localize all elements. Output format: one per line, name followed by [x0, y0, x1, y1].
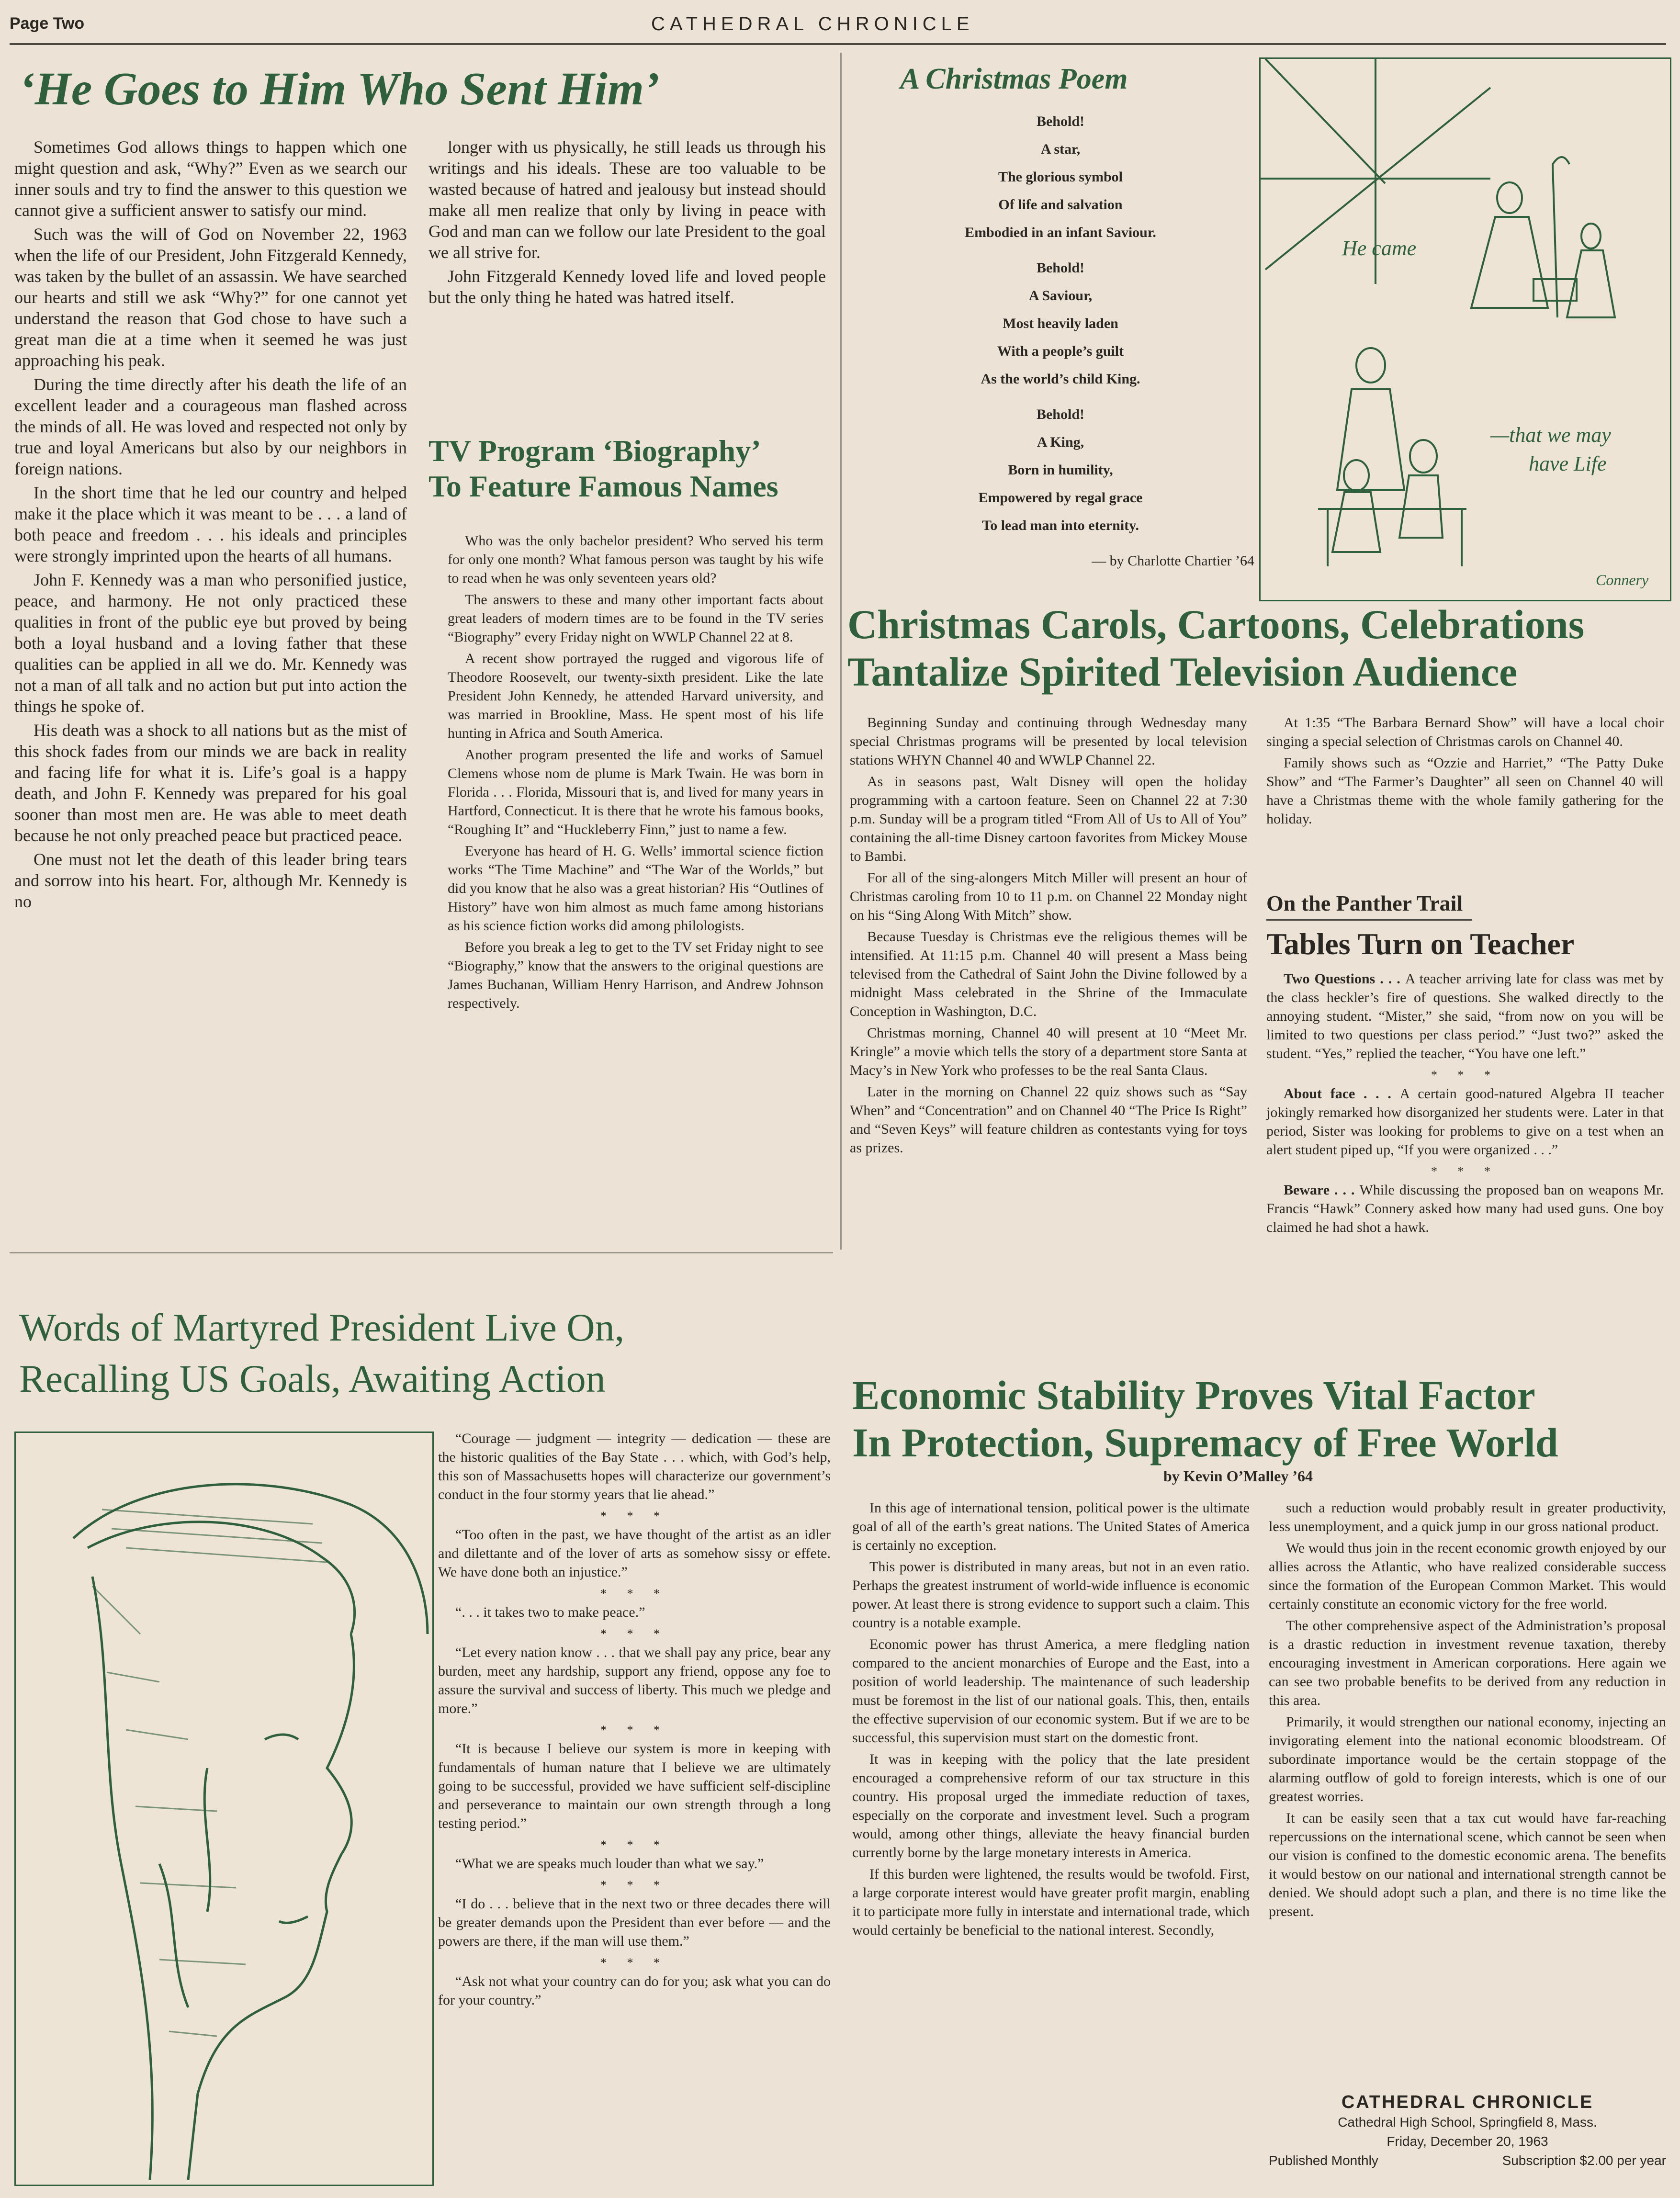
article-carols-col2: [1266, 713, 1664, 831]
paragraph: Before you break a leg to get to the TV set Friday night to see “Biography,” know that the answers to the original questions are James Buchanan, William Henry Harrison, and Andrew Johnson respectively.: [448, 939, 823, 1011]
article-tv-body: [448, 531, 823, 1015]
poem-line: A star,: [1040, 141, 1081, 157]
footer-date: Friday, December 20, 1963: [1387, 2134, 1548, 2149]
poem-line: Born in humility,: [1008, 462, 1113, 478]
section-rule: [10, 1252, 833, 1253]
panther-headline: Tables Turn on Teacher: [1266, 927, 1575, 961]
separator-stars: * * *: [600, 1587, 668, 1601]
separator-stars: * * *: [600, 1878, 668, 1892]
masthead-rule: [10, 43, 1666, 45]
paragraph: We would thus join in the recent economic growth enjoyed by our allies across the Atlantic, who have realized considerable success since the formation of the European Common Market. This would certainly constitute an economic victory for the free world.: [1269, 1540, 1666, 1612]
panther-item-lead: Two Questions . . .: [1284, 971, 1405, 987]
separator-stars: * * *: [600, 1627, 668, 1641]
paragraph: If this burden were lightened, the results would be twofold. First, a large corporate interest would have greater profit margin, enabling it to participate more fully in interstate and international trade, which would certainly be beneficial to the national interest. Secondly,: [852, 1866, 1250, 1938]
headline-carols-line2: Tantalize Spirited Television Audience: [847, 648, 1518, 695]
poem-line: As the world’s child King.: [981, 371, 1140, 387]
poem-line: A Saviour,: [1028, 288, 1093, 304]
paragraph: It can be easily seen that a tax cut would have far-reaching repercussions on the international scene, which cannot be seen when our vision is confined to the domestic economic arena. The benefits it would bestow on our national and international strength cannot be denied. We should adopt such a plan, and there is no time like the present.: [1269, 1810, 1666, 1919]
paragraph: This power is distributed in many areas, but not in an even ratio. Perhaps the greatest instrument of world-wide influence is economic power. At least there is strong evidence to support such a claim. This country is a notable example.: [852, 1559, 1250, 1631]
article-goes-col2: [428, 136, 826, 311]
headline-goes-to-him: ‘He Goes to Him Who Sent Him’: [19, 63, 660, 115]
panther-item: [1266, 1084, 1664, 1159]
poem-line: With a people’s guilt: [997, 343, 1124, 359]
kennedy-quote: “Ask not what your country can do for you; ask what you can do for your country.”: [438, 1973, 831, 2008]
separator-stars: * * *: [1431, 1164, 1499, 1178]
drawing-text-he-came: He came: [1342, 237, 1417, 260]
paragraph: John Fitzgerald Kennedy loved life and loved people but the only thing he hated was hatred itself.: [428, 267, 826, 307]
kennedy-quote: “. . . it takes two to make peace.”: [455, 1604, 645, 1620]
footer-title: CATHEDRAL CHRONICLE: [1341, 2092, 1594, 2112]
kennedy-portrait: [14, 1432, 434, 2186]
paragraph: Such was the will of God on November 22, 1963 when the life of our President, John Fitzgerald Kennedy, was taken by the bullet of an assassin. We have searched our hearts and still we ask “Why?” for one cannot yet understand the reason that God chose to have such a great man die at a time when it seemed he was just approaching his peak.: [14, 225, 407, 370]
paragraph: It was in keeping with the policy that the late president encouraged a comprehensive reform of our tax structure in this country. His proposal urged the immediate reduction of taxes, especially on the corporate and investment level. Such a program would, among other things, alleviate the heavy financial burden currently borne by the large monetary interests in America.: [852, 1751, 1250, 1860]
paragraph: Christmas morning, Channel 40 will present at 10 “Meet Mr. Kringle” a movie which tells the story of a department store Santa at Macy’s in New York who professes to be the real Santa Claus.: [850, 1025, 1247, 1078]
paragraph: The other comprehensive aspect of the Administration’s proposal is a drastic reduction in investment revenue taxation, thereby encouraging investment in American corporations. Here again we can see two probable benefits to be derived from any reduction in this area.: [1269, 1618, 1666, 1708]
kennedy-quote: “Let every nation know . . . that we shall pay any price, bear any burden, meet any hardship, support any friend, oppose any foe to assure the survival and success of liberty. This much we pledge and more.”: [438, 1645, 831, 1716]
masthead-footer: [1269, 2092, 1666, 2170]
martyred-quotes: [438, 1429, 831, 2012]
panther-item-text: A certain good-natured Algebra II teacher jokingly remarked how disorganized her students were. Later in that period, Sister was looking for problems to give on a test when an alert student piped up, “If you were organized . . .”: [1266, 1086, 1664, 1158]
footer-pub-row: [1269, 2151, 1666, 2170]
article-econ-col1: [852, 1499, 1250, 1942]
poem-byline: — by Charlotte Chartier ’64: [1092, 553, 1254, 569]
kicker-rule: [1266, 919, 1472, 921]
economic-byline: by Kevin O’Malley ’64: [1163, 1467, 1313, 1485]
headline-martyred-line2: Recalling US Goals, Awaiting Action: [19, 1356, 606, 1400]
paragraph: During the time directly after his death the life of an excellent leader and a courageous man flashed across the minds of all. He was loved and respected not only by true and loyal Americans but also by our neighbors in foreign nations.: [14, 375, 407, 478]
paragraph: At 1:35 “The Barbara Bernard Show” will have a local choir singing a special selection of Christmas carols on Channel 40.: [1266, 715, 1664, 749]
footer-subscription: Subscription $2.00 per year: [1502, 2153, 1666, 2168]
paragraph: One must not let the death of this leader bring tears and sorrow into his heart. For, although Mr. Kennedy is no: [14, 850, 407, 911]
paragraph: In the short time that he led our country and helped make it the place which it was meant to be . . . a land of both peace and freedom . . . his ideals and principles were strongly imprinted upon the hearts of all humans.: [14, 483, 407, 565]
panther-item-text: A teacher arriving late for class was met by the class heckler’s fire of questions. She walked directly to the annoying student. “Mister,” she said, “from now on you will be limited to two questions per class period.” “Just two?” asked the student. “Yes,” replied the teacher, “You have one left.”: [1266, 971, 1664, 1061]
panther-item-text: While discussing the proposed ban on weapons Mr. Francis “Hawk” Connery asked how many had used guns. One boy claimed he had shot a hawk.: [1266, 1182, 1664, 1235]
paragraph: Who was the only bachelor president? Who served his term for only one month? What famous person was taught by his wife to read when he was only seventeen years old?: [448, 533, 823, 586]
paper-name: CATHEDRAL CHRONICLE: [651, 13, 974, 34]
panther-item: [1266, 969, 1664, 1063]
drawing-text-that-we-may: —that we may: [1490, 423, 1611, 447]
paragraph: A recent show portrayed the rugged and vigorous life of Theodore Roosevelt, our twenty-sixth president. Like the late President John Kennedy, he attended Harvard university, and was married in Brookline, Mass. He spent most of his life hunting in Africa and South America.: [448, 651, 823, 741]
poem-line: The glorious symbol: [998, 169, 1123, 185]
article-carols-col1: [850, 713, 1247, 1160]
paragraph: Sometimes God allows things to happen which one might question and ask, “Why?” Even as we search our inner souls and try to find the answer to this question we cannot give a sufficient answer to satisfy our mind.: [14, 137, 407, 220]
column-rule: [840, 53, 842, 1250]
paragraph: such a reduction would probably result in greater productivity, less unemployment, and a quick jump in our gross national product.: [1269, 1500, 1666, 1534]
paragraph: In this age of international tension, political power is the ultimate goal of all of the earth’s great nations. The United States of America is certainly no exception.: [852, 1500, 1250, 1553]
article-goes-col1: [14, 136, 407, 915]
footer-published: Published Monthly: [1269, 2153, 1378, 2168]
footer-school: Cathedral High School, Springfield 8, Mass.: [1338, 2115, 1597, 2130]
headline-carols-line1: Christmas Carols, Cartoons, Celebrations: [847, 601, 1585, 647]
paragraph: As in seasons past, Walt Disney will open the holiday programming with a cartoon feature. Seen on Channel 22 at 7:30 p.m. Sunday will be a program titled “From All of Us to All of You” containing the all-time Disney cartoon favorites from Mickey Mouse to Bambi.: [850, 774, 1247, 864]
headline-tv-line2: To Feature Famous Names: [428, 469, 778, 503]
poem-body: [857, 108, 1264, 575]
poem-line: A King,: [1037, 434, 1084, 450]
headline-economic-line2: In Protection, Supremacy of Free World: [852, 1419, 1558, 1465]
headline-martyred: [19, 1302, 624, 1404]
separator-stars: * * *: [600, 1723, 668, 1737]
paragraph: Family shows such as “Ozzie and Harriet,” “The Patty Duke Show” and “The Farmer’s Daughter” all seen on Channel 40 will have a Christmas theme with the whole family gathering for the holiday.: [1266, 755, 1664, 827]
paragraph: Everyone has heard of H. G. Wells’ immortal science fiction works “The Time Machine” and “The War of the Worlds,” but did you know that he also was a great historian? His “Outlines of History” have won him almost as much fame among historians as his science fiction works did among philologists.: [448, 843, 823, 934]
paragraph: Beginning Sunday and continuing through Wednesday many special Christmas programs will be presented by local television stations WHYN Channel 40 and WWLP Channel 22.: [850, 715, 1247, 768]
headline-economic-line1: Economic Stability Proves Vital Factor: [852, 1372, 1535, 1418]
article-econ-col2: [1269, 1499, 1666, 1924]
nativity-drawing-icon: [1261, 59, 1670, 600]
poem-stanza: [857, 254, 1264, 393]
poem-line: Behold!: [1036, 406, 1085, 422]
paragraph: Because Tuesday is Christmas eve the religious themes will be intensified. At 11:15 p.m. Channel 40 will present a Mass being televised from the Cathedral of Saint John the Divine followed by a midnight Mass celebrated in the Shrine of the Immaculate Conception in Washington, D.C.: [850, 929, 1247, 1019]
kennedy-quote: “Courage — judgment — integrity — dedication — these are the historic qualities of the Bay State . . . which, with God’s help, this son of Massachusetts hopes will characterize our government’s conduct in the four stormy years that lie ahead.”: [438, 1431, 831, 1502]
paragraph: Later in the morning on Channel 22 quiz shows such as “Say When” and “Concentration” and on Channel 40 “The Price Is Right” and “Seven Keys” will feature children as contestants vying for toys as prizes.: [850, 1084, 1247, 1156]
separator-stars: * * *: [600, 1956, 668, 1970]
separator-stars: * * *: [600, 1509, 668, 1523]
poem-title: A Christmas Poem: [900, 63, 1128, 95]
paragraph: For all of the sing-alongers Mitch Miller will present an hour of Christmas caroling from 10 to 11 p.m. on Channel 22 Monday night on his “Sing Along With Mitch” show.: [850, 870, 1247, 923]
separator-stars: * * *: [1431, 1068, 1499, 1082]
panther-item-lead: Beware . . .: [1284, 1182, 1360, 1198]
kennedy-quote: “I do . . . believe that in the next two or three decades there will be greater demands upon the President than ever before — and the powers are there, if the man will use them.”: [438, 1896, 831, 1949]
panther-item: [1266, 1181, 1664, 1237]
panther-items: [1266, 969, 1664, 1240]
paragraph: John F. Kennedy was a man who personified justice, peace, and harmony. He not only practiced these qualities in front of the public eye but proved by being both a loyal husband and a loving father that these qualities can be applied in all we do. Mr. Kennedy was not a man of all talk and no action but put into action the things he spoke of.: [14, 570, 407, 716]
separator-stars: * * *: [600, 1838, 668, 1852]
poem-line: Behold!: [1036, 113, 1085, 129]
drawing-text-have-life: have Life: [1529, 452, 1607, 475]
paragraph: longer with us physically, he still leads us through his writings and his ideals. These are too valuable to be wasted because of hatred and jealousy but instead should make all men realize that only by living in peace with God and man can we follow our late President to the goal we all strive for.: [428, 137, 826, 262]
panther-item-lead: About face . . .: [1284, 1086, 1400, 1102]
headline-martyred-line1: Words of Martyred President Live On,: [19, 1306, 625, 1349]
kennedy-quote: “It is because I believe our system is more in keeping with fundamentals of human nature that I believe we are ultimately going to be successful, provided we have sufficient self-discipline and perseverance to maintain our own strength through a long testing period.”: [438, 1741, 831, 1831]
panther-kicker: On the Panther Trail: [1266, 891, 1463, 915]
page-label: Page Two: [10, 14, 85, 33]
poem-line: Most heavily laden: [1003, 316, 1118, 331]
kennedy-profile-icon: [16, 1433, 432, 2185]
poem-line: Behold!: [1036, 260, 1085, 276]
headline-tv-biography: [428, 433, 831, 504]
paragraph: Economic power has thrust America, a mere fledgling nation compared to the ancient monarchies of Europe and the East, into a position of world leadership. The maintenance of such leadership must be foremost in the list of our national goals. This, then, entails the effective supervision of our economic system. But if we are to be successful, this supervision must start on the domestic front.: [852, 1636, 1250, 1746]
poem-stanza: [857, 108, 1264, 247]
drawing-signature: Connery: [1596, 571, 1649, 588]
poem-line: Of life and salvation: [998, 197, 1123, 213]
kennedy-quote: “Too often in the past, we have thought of the artist as an idler and dilettante and of the lover of arts as somehow sissy or effete. We have done both an injustice.”: [438, 1527, 831, 1580]
paragraph: His death was a shock to all nations but as the mist of this shock fades from our minds we are back in reality and facing life for what it is. Life’s goal is a happy death, and John F. Kennedy was prepared for his goal sooner than most men are. He was able to meet death because he not only preached peace but practiced peace.: [14, 721, 407, 845]
paragraph: The answers to these and many other important facts about great leaders of modern times are to be found in the TV series “Biography” every Friday night on WWLP Channel 22 at 8.: [448, 592, 823, 645]
headline-tv-line1: TV Program ‘Biography’: [428, 434, 761, 468]
headline-carols: [847, 601, 1671, 696]
poem-line: Embodied in an infant Saviour.: [965, 225, 1156, 240]
kennedy-quote: “What we are speaks much louder than what we say.”: [455, 1856, 764, 1871]
poem-stanza: [857, 401, 1264, 540]
christmas-drawing: [1259, 57, 1671, 601]
poem-line: To lead man into eternity.: [981, 518, 1139, 533]
paragraph: Primarily, it would strengthen our national economy, injecting an invigorating element into the national economic bloodstream. Of subordinate importance would be the certain stoppage of the alarming outflow of gold to foreign interests, which is one of our greatest worries.: [1269, 1714, 1666, 1804]
headline-economic: [852, 1372, 1676, 1466]
poem-line: Empowered by regal grace: [978, 490, 1143, 506]
paragraph: Another program presented the life and works of Samuel Clemens whose nom de plume is Mark Twain. He was born in Florida . . . Florida, Missouri that is, and lived for many years in Hartford, Connecticut. It is there that he wrote his famous books, “Roughing It” and “Huckleberry Finn,” just to name a few.: [448, 747, 823, 837]
